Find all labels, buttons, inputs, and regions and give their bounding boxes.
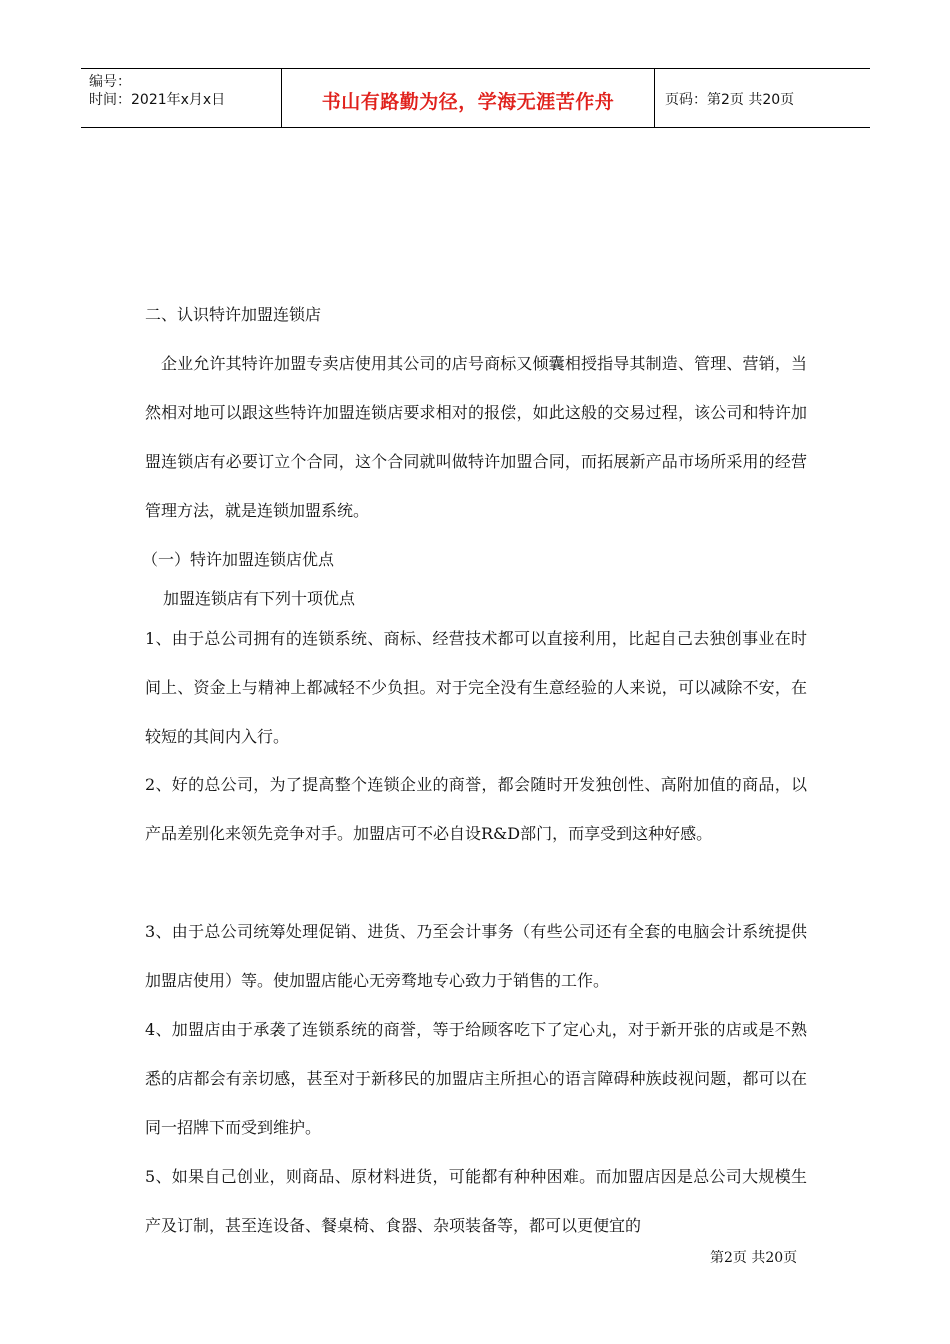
page-footer-number: 第2页 共20页 (710, 1250, 798, 1266)
advantages-intro: 加盟连锁店有下列十项优点 (163, 589, 356, 608)
advantage-item-4: 4、加盟店由于承袭了连锁系统的商誉，等于给顾客吃下了定心丸，对于新开张的店或是不熟悉的店都会有亲切感，甚至对于新移民的加盟店主所担心的语言障碍种族歧视问题，都可以在同一招牌下而受到维护。 (145, 1020, 807, 1137)
advantage-item-5: 5、如果自己创业，则商品、原材料进货，可能都有种种困难。而加盟店因是总公司大规模生产及订制，甚至连设备、餐桌椅、食器、杂项装备等，都可以更便宜的 (145, 1167, 807, 1235)
header-motto-cell (281, 69, 655, 127)
advantage-item-2: 2、好的总公司，为了提高整个连锁企业的商誉，都会随时开发独创性、高附加值的商品，以产品差别化来领先竞争对手。加盟店可不必自设R&D部门，而享受到这种好感。 (145, 775, 807, 843)
header-motto: 书山有路勤为径，学海无涯苦作舟 (321, 91, 615, 113)
header-page-number: 页码：第2页 共20页 (665, 92, 795, 108)
advantage-item-1: 1、由于总公司拥有的连锁系统、商标、经营技术都可以直接利用，比起自己去独创事业在时间上、资金上与精神上都减轻不少负担。对于完全没有生意经验的人来说，可以减除不安，在较短的其间内入行。 (145, 629, 807, 746)
advantage-item-3: 3、由于总公司统筹处理促销、进货、乃至会计事务（有些公司还有全套的电脑会计系统提供加盟店使用）等。使加盟店能心无旁骛地专心致力于销售的工作。 (145, 922, 807, 990)
date-label: 时间：2021年x月x日 (89, 92, 226, 108)
serial-number-label: 编号： (89, 74, 131, 90)
header-meta-cell (81, 69, 281, 127)
page-header (81, 68, 870, 128)
intro-paragraph: 企业允许其特许加盟专卖店使用其公司的店号商标又倾囊相授指导其制造、管理、营销，当然相对地可以跟这些特许加盟连锁店要求相对的报偿，如此这般的交易过程，该公司和特许加盟连锁店有必要订立个合同，这个合同就叫做特许加盟合同，而拓展新产品市场所采用的经营管理方法，就是连锁加盟系统。 (145, 354, 807, 520)
section-heading: 二、认识特许加盟连锁店 (145, 305, 322, 324)
subsection-heading: （一）特许加盟连锁店优点 (142, 550, 335, 569)
header-page-cell (655, 69, 870, 127)
